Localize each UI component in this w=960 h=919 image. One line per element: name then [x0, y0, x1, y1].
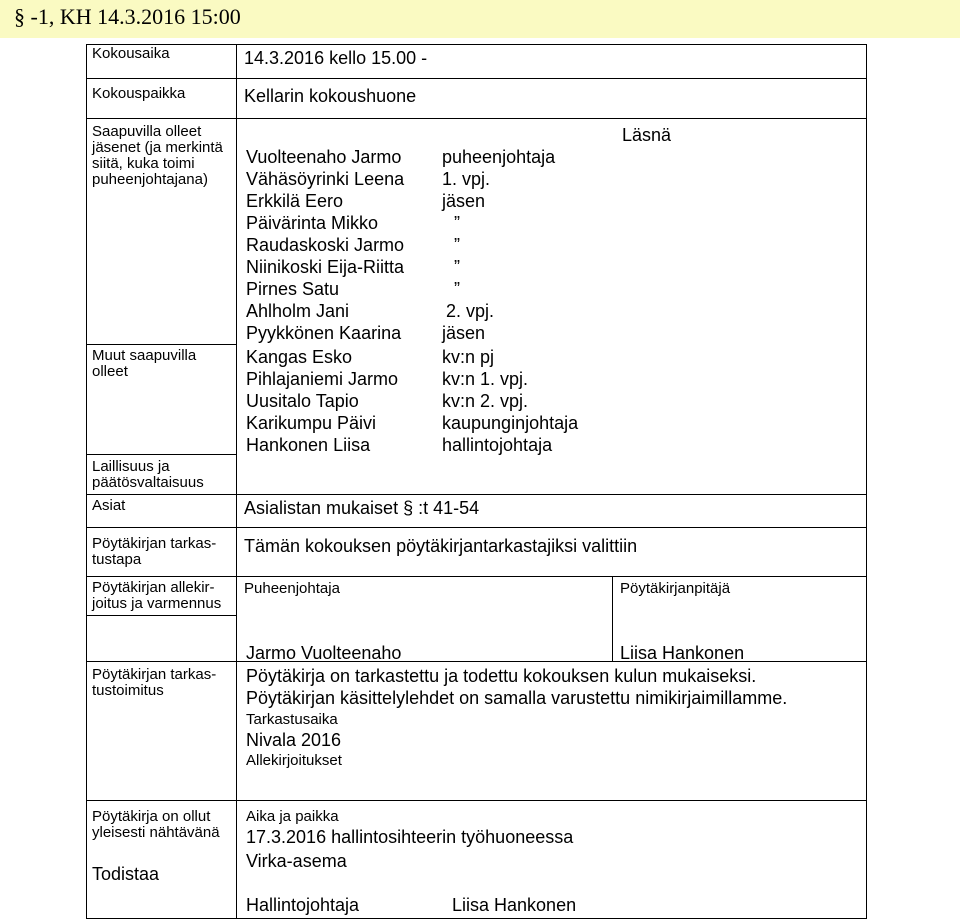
other-role: hallintojohtaja — [442, 435, 553, 455]
divider — [86, 494, 867, 495]
other-name: Karikumpu Päivi — [246, 413, 377, 433]
kokousaika-label: Kokousaika — [92, 45, 170, 62]
inspection-line-2: Pöytäkirjan käsittelylehdet on samalla varustettu nimikirjaimillamme. — [246, 688, 788, 708]
tarkastustapa-value: Tämän kokouksen pöytäkirjantarkastajiksi valittiin — [244, 536, 638, 556]
divider — [86, 527, 867, 528]
other-name: Pihlajaniemi Jarmo — [246, 369, 399, 389]
position-label: Virka-asema — [246, 851, 347, 871]
label-line: tustoimitus — [92, 682, 164, 699]
label-line: yleisesti nähtävänä — [92, 824, 220, 841]
member-role: puheenjohtaja — [442, 147, 556, 167]
label-line: jäsenet (ja merkintä — [92, 139, 223, 156]
other-name: Hankonen Liisa — [246, 435, 371, 455]
secretary-title: Pöytäkirjanpitäjä — [620, 580, 731, 597]
member-role: ” — [454, 235, 460, 255]
kokouspaikka-label: Kokouspaikka — [92, 85, 186, 102]
member-name: Erkkilä Eero — [246, 191, 344, 211]
divider — [86, 78, 867, 79]
signature-column-border — [612, 576, 613, 661]
laillisuus-label — [92, 459, 204, 491]
other-role: kv:n pj — [442, 347, 495, 367]
member-role: ” — [454, 257, 460, 277]
table-right-border — [866, 44, 867, 919]
label-line: olleet — [92, 363, 128, 380]
position-value: Hallintojohtaja — [246, 895, 360, 915]
other-roles — [442, 346, 578, 456]
kokousaika-value: 14.3.2016 kello 15.00 - — [244, 48, 428, 68]
divider — [86, 800, 867, 801]
label-line: Pöytäkirja on ollut — [92, 808, 211, 825]
secretary-name: Liisa Hankonen — [620, 643, 745, 663]
other-names — [246, 346, 398, 456]
table-left-border — [86, 44, 87, 919]
member-name: Pirnes Satu — [246, 279, 340, 299]
saapuvilla-label — [92, 124, 223, 188]
tarkastustoimitus-label — [92, 667, 216, 699]
divider — [86, 615, 236, 616]
member-role: ” — [454, 213, 460, 233]
other-name: Uusitalo Tapio — [246, 391, 359, 411]
label-line: Pöytäkirjan allekir- — [92, 579, 215, 596]
label-line: joitus ja varmennus — [92, 595, 222, 612]
page-header — [0, 0, 960, 38]
kokouspaikka-value: Kellarin kokoushuone — [244, 86, 417, 106]
member-roles — [442, 146, 555, 344]
tarkastustapa-label — [92, 536, 216, 568]
inspection-time-value: Nivala 2016 — [246, 730, 342, 750]
inspection-time-label: Tarkastusaika — [246, 711, 338, 728]
label-line: päätösvaltaisuus — [92, 474, 204, 491]
divider — [86, 576, 867, 577]
member-name: Niinikoski Eija-Riitta — [246, 257, 405, 277]
member-name: Päivärinta Mikko — [246, 213, 379, 233]
label-line: Pöytäkirjan tarkas- — [92, 666, 217, 683]
other-name: Kangas Esko — [246, 347, 353, 367]
label-column-border — [236, 44, 237, 919]
member-name: Vuolteenaho Jarmo — [246, 147, 402, 167]
member-role: ” — [454, 279, 460, 299]
member-name: Pyykkönen Kaarina — [246, 323, 402, 343]
signer-name: Liisa Hankonen — [452, 895, 577, 915]
divider — [86, 661, 867, 662]
label-line: Laillisuus ja — [92, 458, 170, 475]
lasna-header: Läsnä — [622, 125, 672, 145]
member-name: Ahlholm Jani — [246, 301, 350, 321]
place-value: 17.3.2016 hallintosihteerin työhuoneessa — [246, 827, 574, 847]
member-role: jäsen — [442, 323, 486, 343]
other-role: kv:n 1. vpj. — [442, 369, 529, 389]
nahtavana-label — [92, 809, 220, 841]
other-role: kaupunginjohtaja — [442, 413, 579, 433]
signatures-label: Allekirjoitukset — [246, 752, 342, 769]
member-name: Raudaskoski Jarmo — [246, 235, 405, 255]
chair-title: Puheenjohtaja — [244, 580, 340, 597]
divider — [86, 344, 236, 345]
member-names — [246, 146, 404, 344]
label-line: Pöytäkirjan tarkas- — [92, 535, 217, 552]
header-title: § -1, KH 14.3.2016 15:00 — [14, 4, 241, 29]
asiat-label: Asiat — [92, 497, 126, 514]
label-line: siitä, kuka toimi — [92, 155, 195, 172]
allekirjoitus-label — [92, 580, 221, 612]
label-line: Muut saapuvilla — [92, 347, 197, 364]
asiat-value: Asialistan mukaiset § :t 41-54 — [244, 498, 480, 518]
member-role: 2. vpj. — [446, 301, 495, 321]
muut-label — [92, 348, 196, 380]
member-name: Vähäsöyrinki Leena — [246, 169, 405, 189]
place-label: Aika ja paikka — [246, 808, 339, 825]
other-role: kv:n 2. vpj. — [442, 391, 529, 411]
member-role: jäsen — [442, 191, 486, 211]
inspection-line-1: Pöytäkirja on tarkastettu ja todettu kokouksen kulun mukaiseksi. — [246, 666, 757, 686]
divider — [86, 44, 867, 45]
member-role: 1. vpj. — [442, 169, 491, 189]
divider — [86, 118, 867, 119]
certify-label: Todistaa — [92, 864, 160, 884]
chair-name: Jarmo Vuolteenaho — [246, 643, 402, 663]
label-line: Saapuvilla olleet — [92, 123, 202, 140]
divider — [86, 454, 236, 455]
label-line: tustapa — [92, 551, 142, 568]
label-line: puheenjohtajana) — [92, 171, 208, 188]
